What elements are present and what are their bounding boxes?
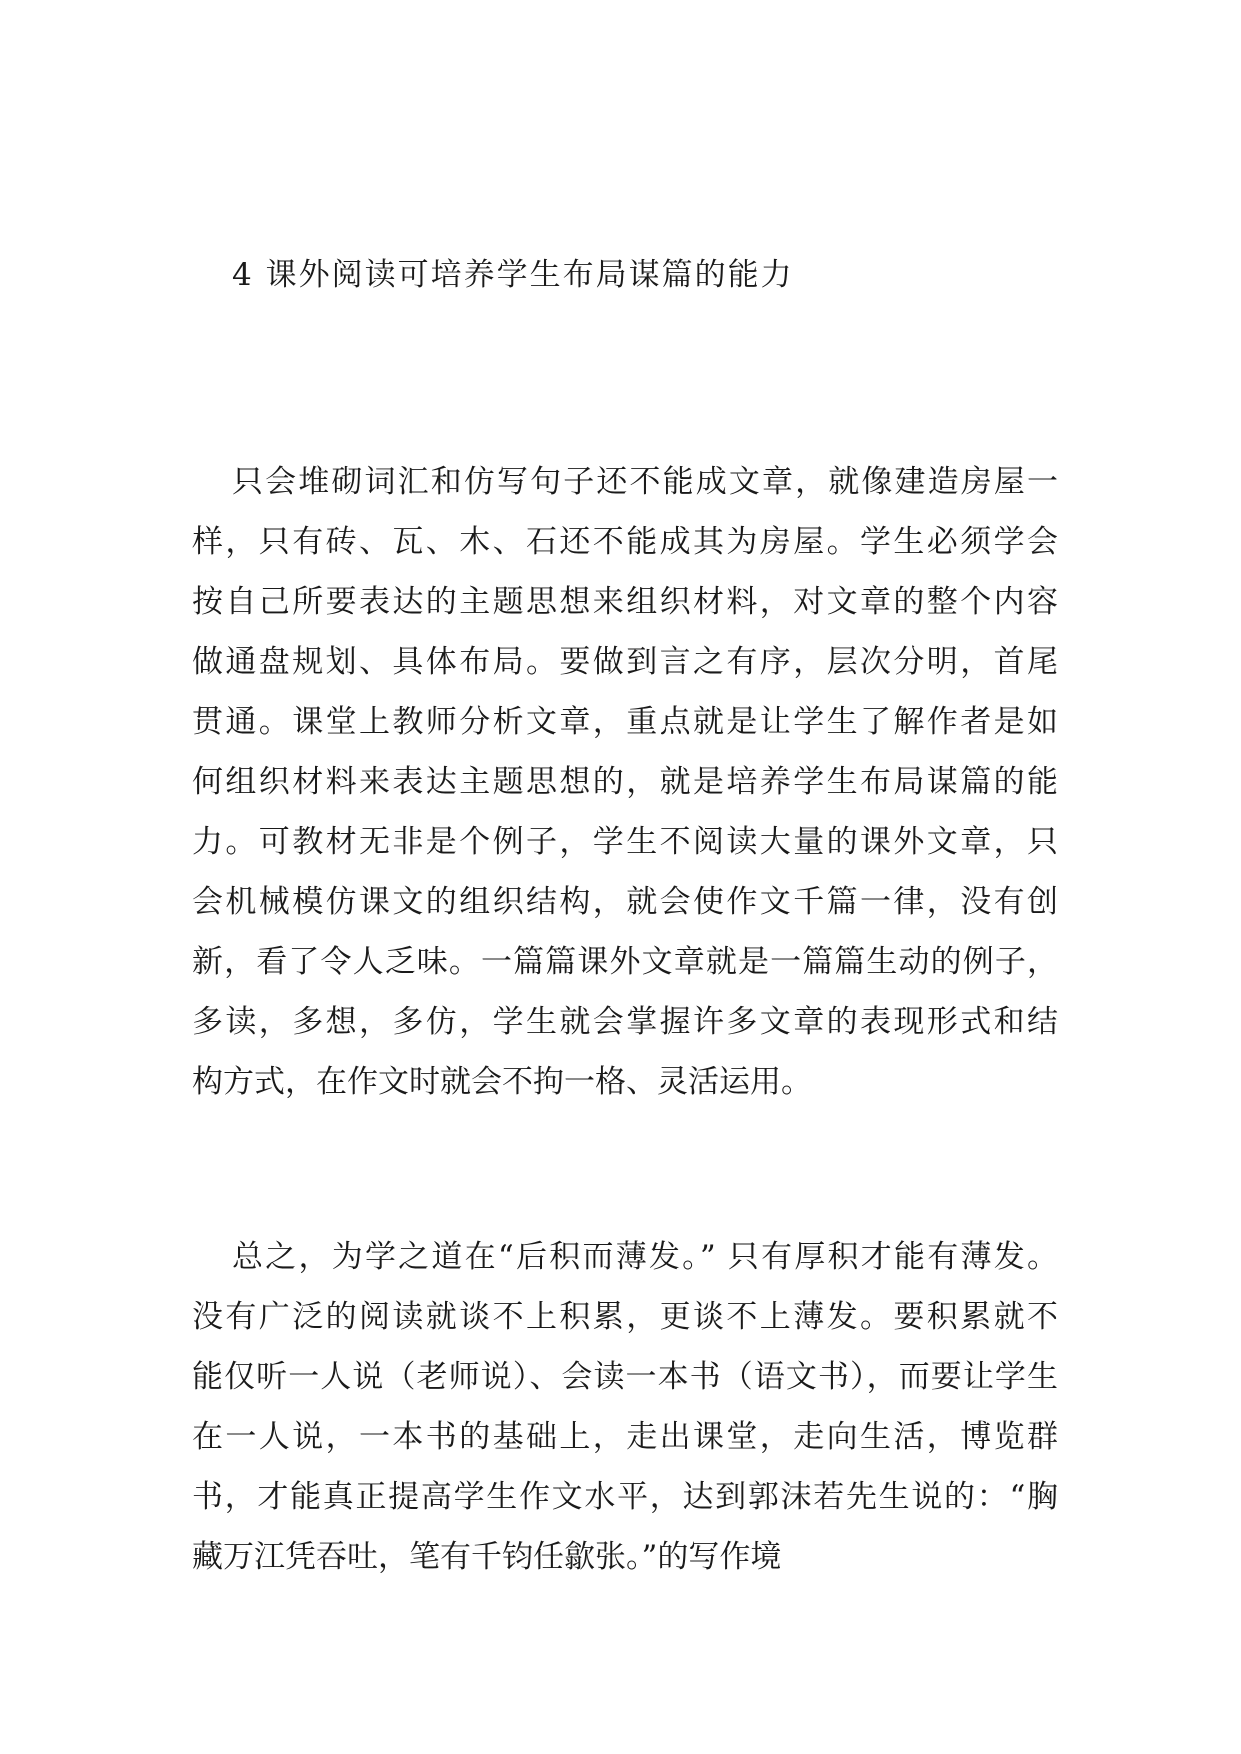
paragraph-line: 藏万江凭吞吐，笔有千钧任歙张。”的写作境 <box>192 1539 782 1575</box>
paragraph-line: 按自己所要表达的主题思想来组织材料，对文章的整个内容 <box>192 584 1058 620</box>
paragraph-line: 贯通。课堂上教师分析文章，重点就是让学生了解作者是如 <box>192 704 1058 740</box>
paragraph-line: 样，只有砖、瓦、木、石还不能成其为房屋。学生必须学会 <box>192 524 1058 560</box>
paragraph-conclusion <box>192 1227 1058 1587</box>
paragraph-line: 何组织材料来表达主题思想的，就是培养学生布局谋篇的能 <box>192 764 1058 800</box>
paragraph-line: 在一人说，一本书的基础上，走出课堂，走向生活，博览群 <box>192 1419 1058 1455</box>
paragraph-line: 会机械模仿课文的组织结构，就会使作文千篇一律，没有创 <box>192 884 1058 920</box>
paragraph-line: 新，看了令人乏味。一篇篇课外文章就是一篇篇生动的例子， <box>192 944 1058 980</box>
paragraph-line: 做通盘规划、具体布局。要做到言之有序，层次分明，首尾 <box>192 644 1058 680</box>
paragraph-line: 书，才能真正提高学生作文水平，达到郭沫若先生说的：“胸 <box>192 1479 1058 1515</box>
paragraph-line: 构方式，在作文时就会不拘一格、灵活运用。 <box>192 1064 812 1100</box>
paragraph-line: 总之，为学之道在“后积而薄发。” 只有厚积才能有薄发。 <box>232 1239 1058 1275</box>
paragraph-line: 能仅听一人说（老师说）、会读一本书（语文书），而要让学生 <box>192 1359 1058 1395</box>
paragraph-line: 只会堆砌词汇和仿写句子还不能成文章，就像建造房屋一 <box>232 464 1058 500</box>
paragraph-line: 没有广泛的阅读就谈不上积累，更谈不上薄发。要积累就不 <box>192 1299 1058 1335</box>
paragraph-line: 力。可教材无非是个例子，学生不阅读大量的课外文章，只 <box>192 824 1058 860</box>
paragraph-line: 多读，多想，多仿，学生就会掌握许多文章的表现形式和结 <box>192 1004 1058 1040</box>
section-heading: 4 课外阅读可培养学生布局谋篇的能力 <box>232 257 794 293</box>
paragraph-reading-structure <box>192 452 1058 1112</box>
